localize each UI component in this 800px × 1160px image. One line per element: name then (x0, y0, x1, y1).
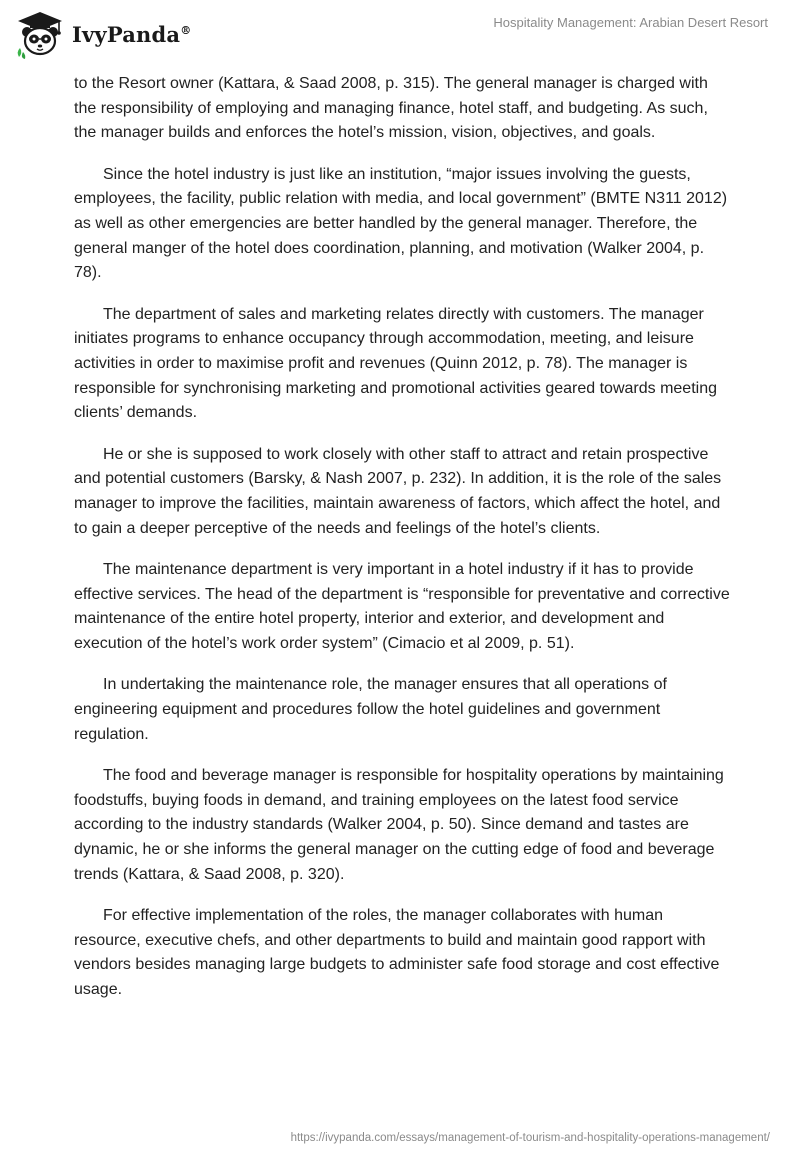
essay-body (74, 72, 730, 1020)
document-title: Hospitality Management: Arabian Desert Resort (493, 15, 768, 30)
panda-graduate-icon (14, 8, 66, 60)
paragraph-3: The department of sales and marketing relates directly with customers. The manager initiates programs to enhance occupancy through accommodation, meeting, and leisure activities in order to maximise profit and revenues (Quinn 2012, p. 78). The manager is responsible for synchronising marketing and promotional activities geared towards meeting clients’ demands. (74, 305, 717, 422)
registered-mark: ® (180, 23, 192, 37)
page-header (0, 0, 800, 70)
paragraph-7: The food and beverage manager is responsible for hospitality operations by maintaining foodstuffs, buying foods in demand, and training employees on the latest food service according to the industry standards (Walker 2004, p. 50). Since demand and tastes are dynamic, he or she informs the general manager on the cutting edge of food and beverage trends (Kattara, & Saad 2008, p. 320). (74, 767, 724, 883)
paragraph-5: The maintenance department is very important in a hotel industry if it has to provide effective services. The head of the department is “responsible for preventative and corrective maintenance of the entire hotel property, interior and exterior, and development and execution of the hotel’s work order system” (Cimacio et al 2009, p. 51). (74, 561, 730, 652)
paragraph-2: Since the hotel industry is just like an institution, “major issues involving the guests, employees, the facility, public relation with media, and local government” (BMTE N311 2012) as well as other emergencies are better handled by the general manager. Therefore, the general manger of the hotel does coordination, planning, and motivation (Walker 2004, p. 78). (74, 165, 728, 282)
source-url[interactable]: https://ivypanda.com/essays/management-of-tourism-and-hospitality-operations-management/ (290, 1132, 770, 1144)
paragraph-6: In undertaking the maintenance role, the manager ensures that all operations of engineering equipment and procedures follow the hotel guidelines and government regulation. (74, 676, 667, 743)
logo-name: IvyPanda (72, 21, 181, 47)
paragraph-8: For effective implementation of the roles, the manager collaborates with human resource, executive chefs, and other departments to build and maintain good rapport with vendors besides managing large budgets to administer safe food storage and cost effective usage. (74, 907, 720, 998)
paragraph-1: to the Resort owner (Kattara, & Saad 2008, p. 315). The general manager is charged with the responsibility of employing and managing finance, hotel staff, and budgeting. As such, the manager builds and enforces the hotel’s mission, vision, objectives, and goals. (74, 75, 708, 142)
ivypanda-logo[interactable] (14, 8, 191, 60)
paragraph-4: He or she is supposed to work closely with other staff to attract and retain prospective and potential customers (Barsky, & Nash 2007, p. 232). In addition, it is the role of the sales manager to improve the facilities, maintain awareness of factors, which affect the hotel, and to gain a deeper perceptive of the needs and feelings of the hotel’s clients. (74, 445, 722, 537)
logo-wordmark (72, 22, 191, 47)
